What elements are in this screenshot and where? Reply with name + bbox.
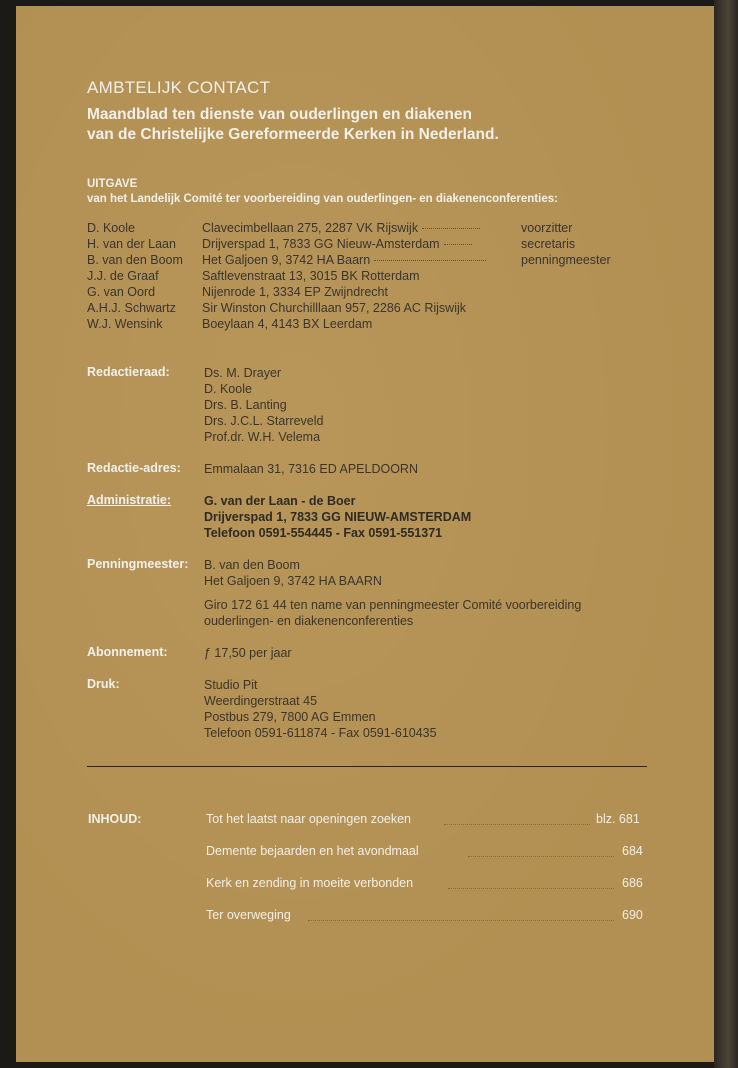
- redactieraad-member: D. Koole: [204, 382, 252, 396]
- leader-dots: [422, 228, 480, 229]
- committee-name: D. Koole: [87, 221, 135, 235]
- redactieraad-member: Ds. M. Drayer: [204, 366, 282, 380]
- divider-rule: [87, 766, 647, 767]
- committee-address: Drijverspad 1, 7833 GG Nieuw-Amsterdam: [202, 237, 440, 251]
- leader-dots: [444, 244, 472, 245]
- druk-line: Postbus 279, 7800 AG Emmen: [204, 710, 376, 724]
- committee-address: Clavecimbellaan 275, 2287 VK Rijswijk: [202, 221, 419, 235]
- magazine-page: [16, 6, 714, 1062]
- committee-address: Boeylaan 4, 4143 BX Leerdam: [202, 317, 373, 331]
- administratie-block: [204, 493, 471, 541]
- redactie-adres-value: Emmalaan 31, 7316 ED APELDOORN: [204, 462, 418, 476]
- leader-dots: [308, 920, 614, 921]
- penningmeester-block: [204, 557, 382, 589]
- subtitle-line-2: van de Christelijke Gereformeerde Kerken in Nederland.: [87, 126, 499, 143]
- administratie-label: Administratie:: [87, 493, 172, 507]
- toc-item-title[interactable]: Kerk en zending in moeite verbonden: [206, 876, 414, 890]
- penningmeester-name: B. van den Boom: [204, 558, 300, 572]
- druk-line: Weerdingerstraat 45: [204, 694, 318, 708]
- committee-role: secretaris: [521, 237, 576, 251]
- committee-name: G. van Oord: [87, 285, 156, 299]
- leader-dots: [444, 824, 590, 825]
- toc-item-page: blz. 681: [596, 812, 640, 826]
- administratie-address: Drijverspad 1, 7833 GG NIEUW-AMSTERDAM: [204, 510, 472, 524]
- committee-address-row: [202, 236, 486, 252]
- druk-line: Studio Pit: [204, 678, 258, 692]
- inhoud-label: INHOUD:: [88, 812, 142, 826]
- committee-name: W.J. Wensink: [87, 317, 163, 331]
- druk-line: Telefoon 0591-611874 - Fax 0591-610435: [204, 726, 437, 740]
- committee-names: [87, 220, 183, 332]
- committee-role: penningmeester: [521, 253, 611, 267]
- redactieraad-members: [204, 365, 323, 445]
- redactieraad-member: Prof.dr. W.H. Velema: [204, 430, 321, 444]
- scan-edge: [714, 0, 738, 1068]
- penningmeester-label: Penningmeester:: [87, 557, 189, 571]
- toc-item-title[interactable]: Ter overweging: [206, 908, 291, 922]
- toc-item-page: 684: [622, 844, 643, 858]
- redactie-adres-label: Redactie-adres:: [87, 461, 181, 475]
- penningmeester-address: Het Galjoen 9, 3742 HA BAARN: [204, 574, 382, 588]
- committee-address-row: [202, 220, 486, 236]
- committee-roles: [521, 220, 611, 268]
- leader-dots: [468, 856, 614, 857]
- magazine-subtitle: [87, 105, 499, 145]
- committee-address: Nijenrode 1, 3334 EP Zwijndrecht: [202, 285, 388, 299]
- redactieraad-member: Drs. B. Lanting: [204, 398, 287, 412]
- redactieraad-label: Redactieraad:: [87, 365, 170, 379]
- committee-addresses: [202, 220, 486, 332]
- leader-dots: [448, 888, 614, 889]
- administratie-phone: Telefoon 0591-554445 - Fax 0591-551371: [204, 526, 443, 540]
- abonnement-value: ƒ 17,50 per jaar: [204, 646, 292, 660]
- committee-name: J.J. de Graaf: [87, 269, 159, 283]
- druk-label: Druk:: [87, 677, 120, 691]
- redactieraad-member: Drs. J.C.L. Starreveld: [204, 414, 324, 428]
- uitgave-subheading: van het Landelijk Comité ter voorbereiding van ouderlingen- en diakenenconferenties:: [87, 193, 558, 205]
- uitgave-heading: UITGAVE: [87, 178, 138, 190]
- giro-line-1: Giro 172 61 44 ten name van penningmeester Comité voorbereiding: [204, 598, 582, 612]
- committee-address: Saftlevenstraat 13, 3015 BK Rotterdam: [202, 269, 420, 283]
- abonnement-label: Abonnement:: [87, 645, 168, 659]
- magazine-title: AMBTELIJK CONTACT: [87, 78, 271, 97]
- committee-address-row: [202, 252, 486, 268]
- toc-item-title[interactable]: Demente bejaarden en het avondmaal: [206, 844, 419, 858]
- giro-line-2: ouderlingen- en diakenenconferenties: [204, 614, 414, 628]
- committee-address: Sir Winston Churchilllaan 957, 2286 AC Rijswijk: [202, 301, 467, 315]
- committee-name: H. van der Laan: [87, 237, 176, 251]
- leader-dots: [374, 260, 486, 261]
- subtitle-line-1: Maandblad ten dienste van ouderlingen en diakenen: [87, 106, 472, 123]
- committee-address: Het Galjoen 9, 3742 HA Baarn: [202, 253, 371, 267]
- toc-item-page: 686: [622, 876, 643, 890]
- toc-item-page: 690: [622, 908, 643, 922]
- toc-item-title[interactable]: Tot het laatst naar openingen zoeken: [206, 812, 412, 826]
- committee-name: A.H.J. Schwartz: [87, 301, 176, 315]
- druk-block: [204, 677, 437, 741]
- committee-role: voorzitter: [521, 221, 573, 235]
- giro-block: [204, 597, 581, 629]
- committee-name: B. van den Boom: [87, 253, 183, 267]
- administratie-name: G. van der Laan - de Boer: [204, 494, 356, 508]
